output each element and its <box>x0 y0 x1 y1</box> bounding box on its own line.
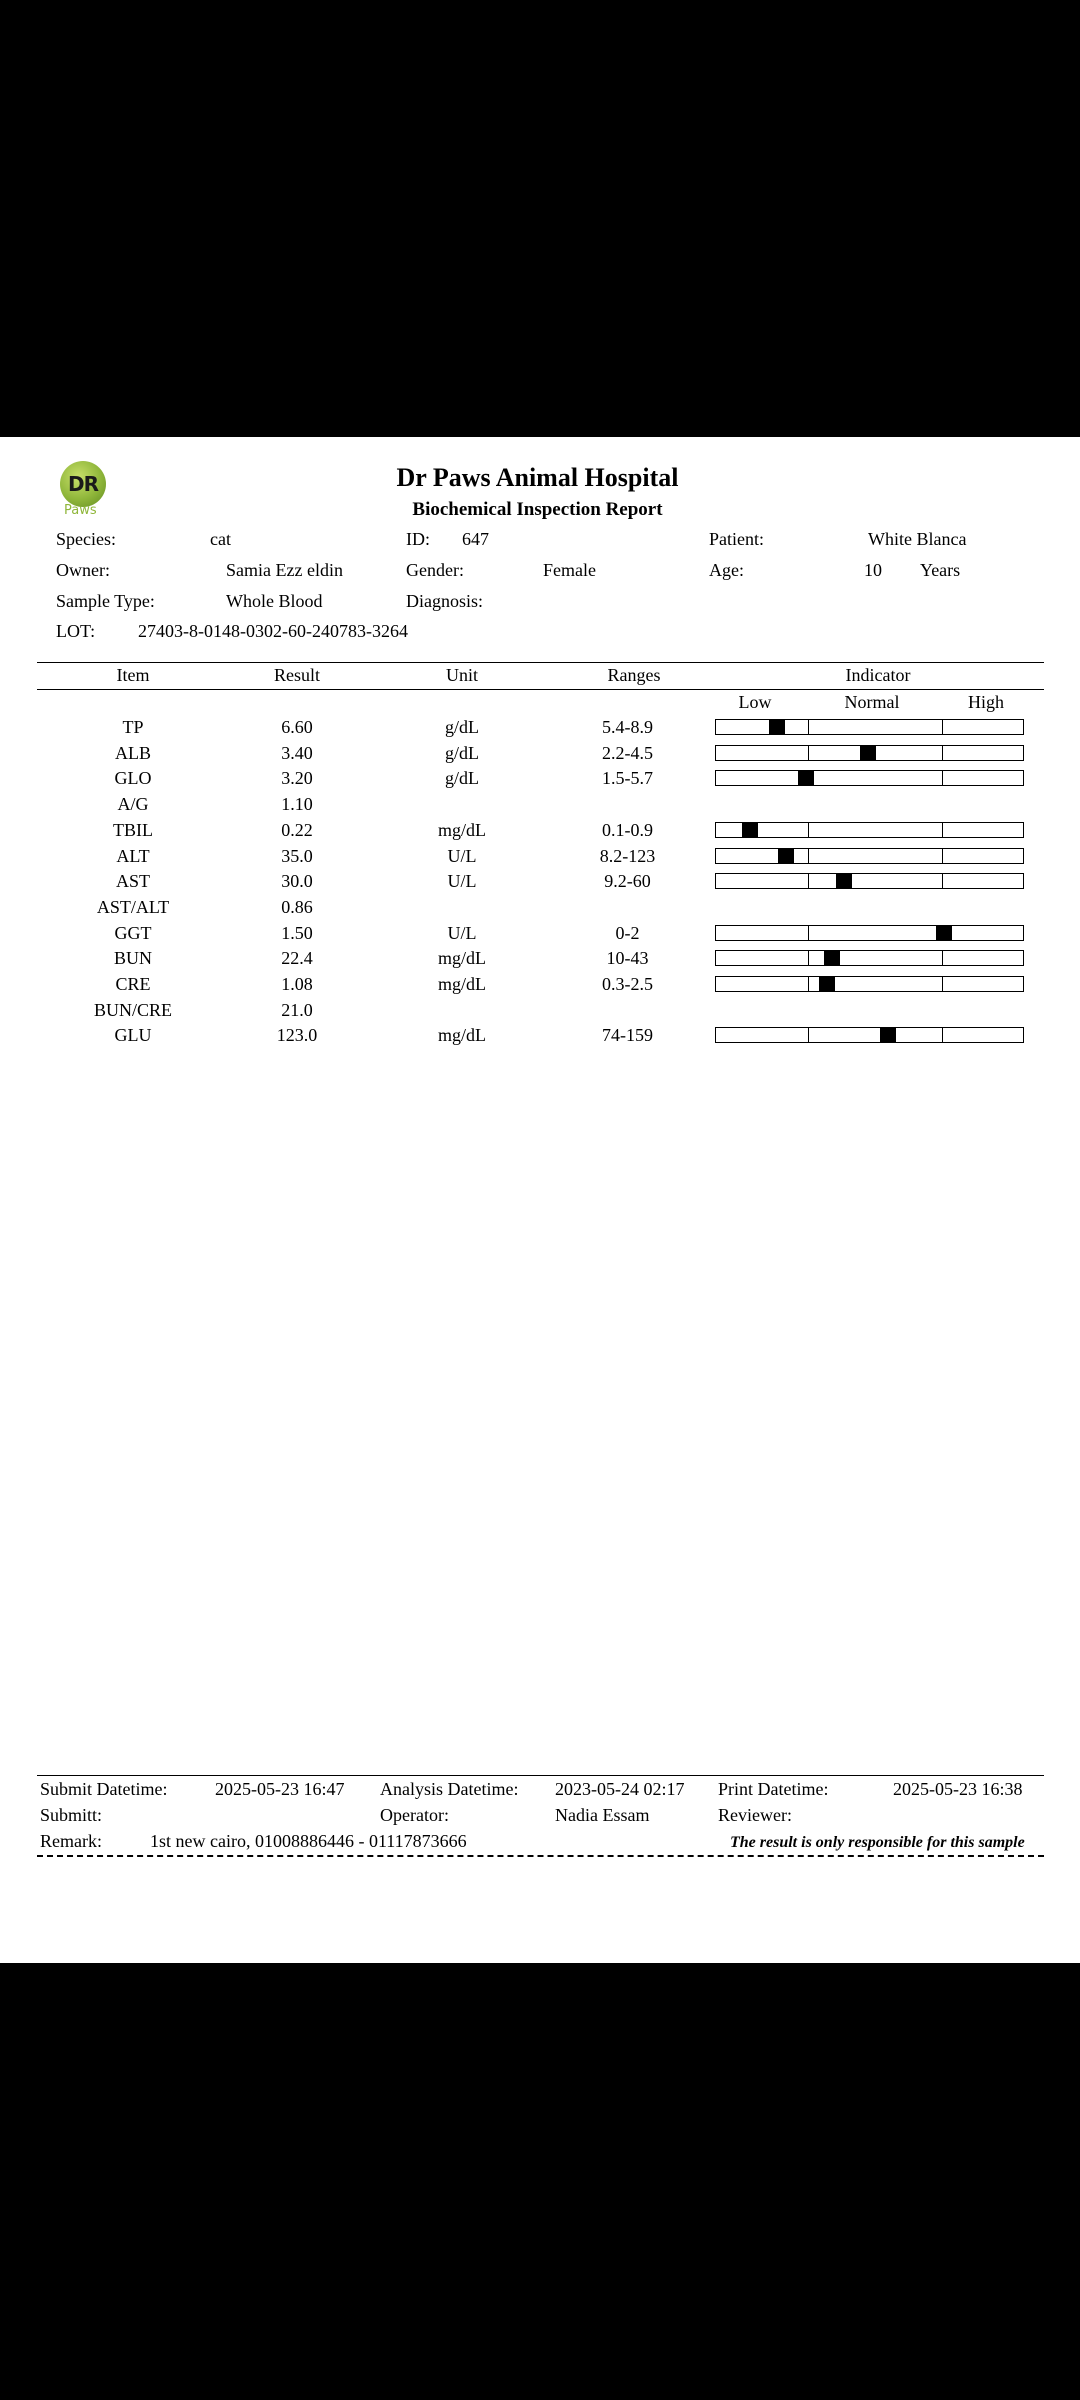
row-range: 74-159 <box>602 1025 653 1045</box>
row-result: 0.86 <box>281 897 313 917</box>
indicator-divider-high <box>942 720 943 734</box>
lot-label: LOT: <box>56 621 96 641</box>
indicator-marker <box>742 822 758 837</box>
row-unit: mg/dL <box>438 1025 486 1045</box>
row-item: TP <box>122 717 144 737</box>
indicator-bar <box>715 925 1024 941</box>
row-range: 2.2-4.5 <box>602 743 653 763</box>
row-item: BUN <box>113 948 152 968</box>
indicator-low-label: Low <box>738 692 772 712</box>
indicator-divider-high <box>942 746 943 760</box>
row-range: 0.1-0.9 <box>602 820 653 840</box>
row-range: 9.2-60 <box>604 871 651 891</box>
indicator-divider-low <box>808 1028 809 1042</box>
indicator-marker <box>836 873 852 888</box>
disclaimer-note: The result is only responsible for this sample <box>730 1834 1025 1851</box>
row-unit: mg/dL <box>438 974 486 994</box>
gender-label: Gender: <box>406 560 464 580</box>
owner-label: Owner: <box>56 560 110 580</box>
footer-rule <box>37 1775 1044 1776</box>
report-title: Biochemical Inspection Report <box>412 499 663 520</box>
footer-dashed-rule <box>37 1855 1044 1857</box>
species-label: Species: <box>56 529 116 549</box>
row-result: 35.0 <box>281 846 313 866</box>
indicator-divider-high <box>942 849 943 863</box>
indicator-marker <box>936 925 952 940</box>
row-result: 1.50 <box>281 923 313 943</box>
sample-type-value: Whole Blood <box>226 591 323 611</box>
row-range: 8.2-123 <box>599 846 656 866</box>
row-unit: U/L <box>447 923 477 943</box>
row-result: 3.20 <box>281 768 313 788</box>
indicator-divider-low <box>808 926 809 940</box>
row-result: 123.0 <box>276 1025 318 1045</box>
row-result: 21.0 <box>281 1000 313 1020</box>
row-range: 1.5-5.7 <box>602 768 653 788</box>
indicator-divider-low <box>808 977 809 991</box>
indicator-bar <box>715 745 1024 761</box>
indicator-divider-high <box>942 874 943 888</box>
row-item: GLU <box>114 1025 152 1045</box>
indicator-normal-label: Normal <box>844 692 900 712</box>
col-header-unit: Unit <box>445 665 478 685</box>
row-range: 10-43 <box>606 948 649 968</box>
logo-subtext: Paws <box>64 503 97 518</box>
indicator-marker <box>798 770 814 785</box>
row-unit: U/L <box>447 871 477 891</box>
age-label: Age: <box>709 560 744 580</box>
indicator-marker <box>778 848 794 863</box>
row-item: ALB <box>115 743 151 763</box>
row-item: AST/ALT <box>96 897 170 917</box>
indicator-bar <box>715 848 1024 864</box>
remark-label: Remark: <box>40 1831 102 1851</box>
submit-datetime-label: Submit Datetime: <box>40 1779 168 1799</box>
operator-label: Operator: <box>380 1805 449 1825</box>
row-result: 6.60 <box>281 717 313 737</box>
row-unit: U/L <box>447 846 477 866</box>
submitter-label: Submitt: <box>40 1805 103 1825</box>
owner-value: Samia Ezz eldin <box>226 560 343 580</box>
patient-value: White Blanca <box>868 529 967 549</box>
indicator-marker <box>860 745 876 760</box>
sample-type-label: Sample Type: <box>56 591 155 611</box>
indicator-divider-high <box>942 771 943 785</box>
indicator-bar <box>715 1027 1024 1043</box>
row-result: 30.0 <box>281 871 313 891</box>
indicator-divider-high <box>942 977 943 991</box>
indicator-divider-low <box>808 951 809 965</box>
row-item: ALT <box>116 846 150 866</box>
operator-value: Nadia Essam <box>555 1805 650 1825</box>
row-range: 0-2 <box>615 923 640 943</box>
id-value: 647 <box>462 529 489 549</box>
submit-datetime-value: 2025-05-23 16:47 <box>215 1779 345 1799</box>
row-result: 3.40 <box>281 743 313 763</box>
indicator-divider-high <box>942 1028 943 1042</box>
print-datetime-value: 2025-05-23 16:38 <box>893 1779 1023 1799</box>
col-header-ranges: Ranges <box>607 665 661 685</box>
age-value: 10 <box>864 560 882 580</box>
row-result: 22.4 <box>281 948 313 968</box>
indicator-bar <box>715 976 1024 992</box>
indicator-divider-low <box>808 720 809 734</box>
row-item: TBIL <box>113 820 153 840</box>
indicator-divider-high <box>942 951 943 965</box>
row-item: CRE <box>115 974 151 994</box>
row-range: 0.3-2.5 <box>602 974 653 994</box>
age-unit: Years <box>920 560 961 580</box>
row-result: 0.22 <box>281 820 313 840</box>
col-header-indicator: Indicator <box>845 665 911 685</box>
gender-value: Female <box>543 560 596 580</box>
indicator-bar <box>715 770 1024 786</box>
row-item: BUN/CRE <box>93 1000 172 1020</box>
indicator-divider-low <box>808 746 809 760</box>
col-header-item: Item <box>116 665 150 685</box>
patient-label: Patient: <box>709 529 764 549</box>
analysis-datetime-label: Analysis Datetime: <box>380 1779 519 1799</box>
row-item: A/G <box>117 794 149 814</box>
table-header-rule <box>37 689 1044 690</box>
indicator-divider-low <box>808 849 809 863</box>
indicator-divider-low <box>808 874 809 888</box>
remark-value: 1st new cairo, 01008886446 - 01117873666 <box>150 1831 467 1851</box>
report-sheet <box>0 437 1080 1963</box>
row-item: GGT <box>114 923 152 943</box>
row-result: 1.10 <box>281 794 313 814</box>
indicator-bar <box>715 822 1024 838</box>
indicator-marker <box>880 1027 896 1042</box>
row-unit: g/dL <box>445 743 479 763</box>
species-value: cat <box>210 529 231 549</box>
diagnosis-label: Diagnosis: <box>406 591 484 611</box>
row-item: AST <box>115 871 150 891</box>
row-result: 1.08 <box>281 974 313 994</box>
logo-text: DR <box>67 472 98 496</box>
indicator-bar <box>715 719 1024 735</box>
reviewer-label: Reviewer: <box>718 1805 792 1825</box>
indicator-bar <box>715 950 1024 966</box>
indicator-high-label: High <box>968 692 1004 712</box>
analysis-datetime-value: 2023-05-24 02:17 <box>555 1779 685 1799</box>
row-unit: g/dL <box>445 717 479 737</box>
row-item: GLO <box>114 768 152 788</box>
row-range: 5.4-8.9 <box>602 717 653 737</box>
indicator-marker <box>769 719 785 734</box>
indicator-marker <box>819 976 835 991</box>
indicator-bar <box>715 873 1024 889</box>
id-label: ID: <box>406 529 430 549</box>
row-unit: mg/dL <box>438 948 486 968</box>
hospital-name: Dr Paws Animal Hospital <box>396 463 679 492</box>
indicator-marker <box>824 950 840 965</box>
row-unit: mg/dL <box>438 820 486 840</box>
indicator-divider-high <box>942 823 943 837</box>
indicator-divider-low <box>808 823 809 837</box>
table-top-rule <box>37 662 1044 663</box>
print-datetime-label: Print Datetime: <box>718 1779 829 1799</box>
row-unit: g/dL <box>445 768 479 788</box>
col-header-result: Result <box>273 665 320 685</box>
lot-value: 27403-8-0148-0302-60-240783-3264 <box>138 621 408 641</box>
